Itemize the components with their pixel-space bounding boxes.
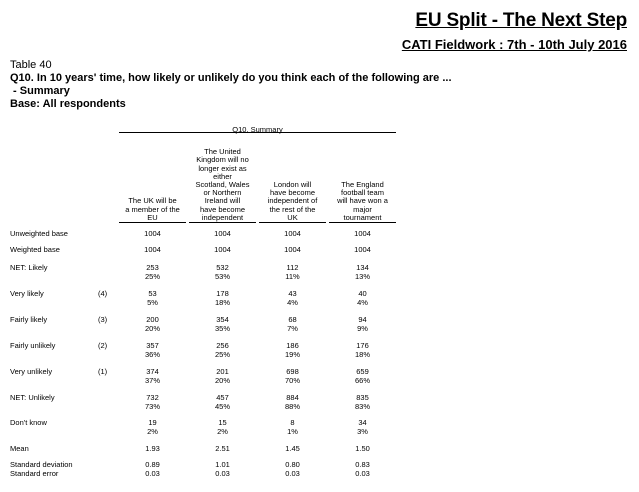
table-cell-value: 253: [146, 263, 159, 272]
column-header-1: [119, 133, 186, 223]
table-cell-value: 186: [286, 341, 299, 350]
table-cell-percent: 19%: [284, 350, 300, 359]
table-cell-value: 43: [288, 289, 297, 298]
table-cell-percent: 2%: [217, 427, 228, 436]
table-number: Table 40: [10, 59, 52, 71]
row-label: Unweighted base: [10, 229, 68, 238]
table-cell-percent: 20%: [144, 324, 160, 333]
table-cell-value: 256: [216, 341, 229, 350]
table-cell-percent: 88%: [284, 402, 300, 411]
table-cell-percent: 2%: [147, 427, 158, 436]
report-title: EU Split - The Next Step: [415, 10, 627, 31]
row-code: (4): [98, 289, 108, 298]
table-cell-value: 1.93: [145, 444, 160, 453]
table-cell-value: 2.51: [215, 444, 230, 453]
table-cell-value: 374: [146, 367, 159, 376]
table-cell-value: 0.03: [355, 469, 370, 478]
table-cell-percent: 36%: [144, 350, 160, 359]
table-cell-percent: 13%: [354, 272, 370, 281]
table-cell-value: 134: [356, 263, 369, 272]
table-cell-percent: 73%: [144, 402, 160, 411]
table-cell-percent: 66%: [354, 376, 370, 385]
table-cell-percent: 4%: [287, 298, 298, 307]
table-cell-percent: 7%: [287, 324, 298, 333]
table-cell-value: 15: [218, 418, 227, 427]
table-cell-percent: 4%: [357, 298, 368, 307]
table-cell-value: 884: [286, 393, 299, 402]
table-cell-percent: 45%: [214, 402, 230, 411]
table-cell-percent: 1%: [287, 427, 298, 436]
table-cell-value: 1004: [354, 245, 371, 254]
table-cell-value: 1004: [354, 229, 371, 238]
table-cell-percent: 70%: [284, 376, 300, 385]
column-header-text: London will have become independent of the rest of the UK: [267, 179, 318, 222]
table-cell-percent: 83%: [354, 402, 370, 411]
row-code: (3): [98, 315, 108, 324]
table-cell-value: 732: [146, 393, 159, 402]
row-label: Very likely: [10, 289, 44, 298]
table-cell-value: 68: [288, 315, 297, 324]
table-cell-value: 1004: [214, 245, 231, 254]
table-meta: [10, 59, 452, 111]
table-cell-value: 112: [286, 263, 299, 272]
table-cell-value: 698: [286, 367, 299, 376]
table-cell-value: 0.03: [145, 469, 160, 478]
table-cell-value: 0.83: [355, 460, 370, 469]
row-label: Fairly unlikely: [10, 341, 56, 350]
table-cell-value: 357: [146, 341, 159, 350]
table-cell-value: 19: [148, 418, 157, 427]
row-label: Don't know: [10, 418, 47, 427]
table-cell-percent: 18%: [354, 350, 370, 359]
table-cell-value: 1004: [284, 229, 301, 238]
table-cell-value: 176: [356, 341, 369, 350]
table-cell-value: 34: [358, 418, 367, 427]
fieldwork-subtitle: CATI Fieldwork : 7th - 10th July 2016: [401, 37, 627, 52]
table-cell-percent: 11%: [285, 272, 300, 281]
row-label: Standard deviation: [10, 460, 73, 469]
table-cell-percent: 37%: [144, 376, 160, 385]
row-label: Standard error: [10, 469, 59, 478]
table-cell-value: 1004: [284, 245, 301, 254]
table-cell-value: 1.50: [355, 444, 370, 453]
table-cell-value: 532: [216, 263, 229, 272]
column-header-4: [329, 133, 396, 223]
column-header-2: [189, 133, 256, 223]
table-cell-percent: 35%: [214, 324, 230, 333]
row-label: NET: Likely: [10, 263, 48, 272]
table-cell-value: 201: [216, 367, 229, 376]
table-cell-value: 835: [356, 393, 369, 402]
row-label: NET: Unlikely: [10, 393, 55, 402]
table-cell-value: 0.80: [285, 460, 300, 469]
table-cell-value: 354: [216, 315, 229, 324]
row-label: Mean: [10, 444, 29, 453]
table-cell-value: 659: [356, 367, 369, 376]
table-cell-value: 0.03: [215, 469, 230, 478]
column-header-text: The United Kingdom will no longer exist as either Scotland, Wales or Northern Ireland will have become independent: [195, 147, 250, 222]
column-group-label: Q10. Summary: [232, 125, 283, 134]
column-header-3: [259, 133, 326, 223]
summary-text: - Summary: [10, 85, 70, 97]
table-cell-percent: 18%: [214, 298, 230, 307]
column-header-text: The UK will be a member of the EU: [125, 196, 180, 222]
table-cell-percent: 9%: [357, 324, 368, 333]
row-label: Fairly likely: [10, 315, 48, 324]
table-cell-value: 178: [216, 289, 229, 298]
table-cell-percent: 20%: [214, 376, 230, 385]
table-cell-percent: 53%: [214, 272, 230, 281]
column-header-text: The England football team will have won a major tournament: [337, 179, 388, 222]
table-cell-value: 0.03: [285, 469, 300, 478]
table-cell-percent: 5%: [147, 298, 158, 307]
table-cell-value: 0.89: [145, 460, 160, 469]
row-label: Very unlikely: [10, 367, 53, 376]
table-cell-value: 94: [358, 315, 367, 324]
table-cell-value: 1004: [144, 245, 161, 254]
row-label: Weighted base: [10, 245, 60, 254]
table-cell-percent: 3%: [357, 427, 368, 436]
table-cell-value: 1.45: [285, 444, 300, 453]
question-text: Q10. In 10 years' time, how likely or unlikely do you think each of the following are ...: [10, 72, 452, 84]
table-cell-value: 40: [358, 289, 367, 298]
table-cell-percent: 25%: [214, 350, 230, 359]
table-cell-value: 457: [216, 393, 229, 402]
table-cell-value: 200: [146, 315, 159, 324]
table-cell-percent: 25%: [144, 272, 160, 281]
base-text: Base: All respondents: [10, 98, 126, 110]
row-code: (2): [98, 341, 108, 350]
row-code: (1): [98, 367, 108, 376]
table-cell-value: 1004: [144, 229, 161, 238]
table-cell-value: 1004: [214, 229, 231, 238]
table-cell-value: 53: [148, 289, 157, 298]
table-cell-value: 1.01: [215, 460, 230, 469]
table-cell-value: 8: [290, 418, 295, 427]
